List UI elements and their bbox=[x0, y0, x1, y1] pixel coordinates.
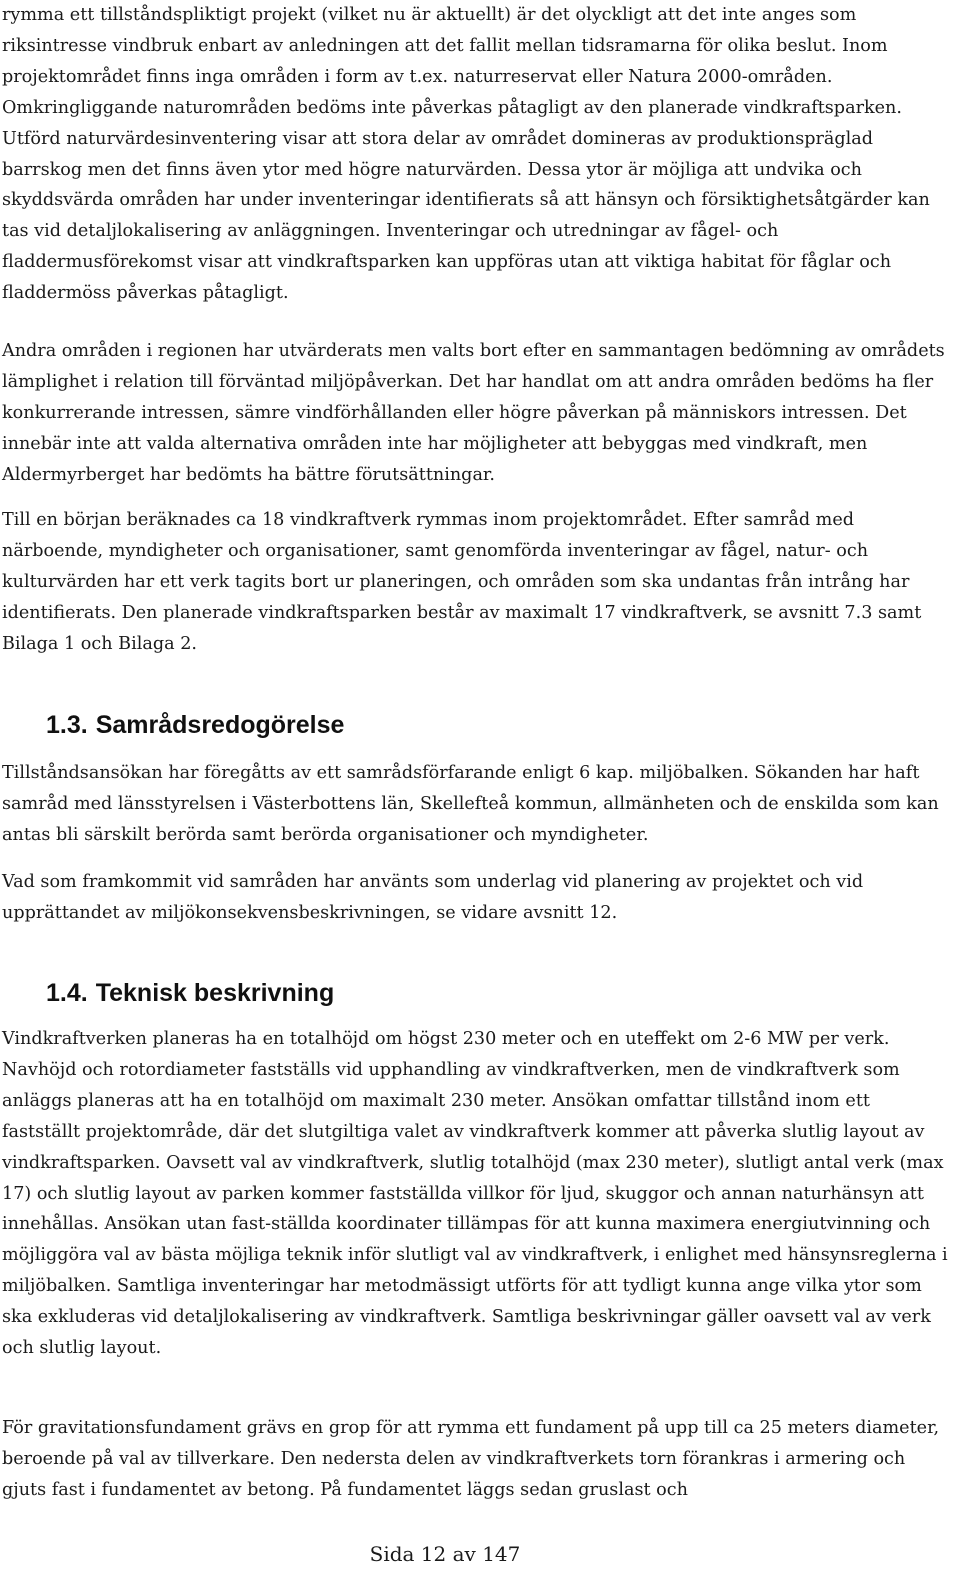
paragraph-technical-description bbox=[2, 1024, 950, 1364]
paragraph-text: rymma ett tillståndspliktigt projekt (vilket nu är aktuellt) är det olyckligt att det inte anges som riksintresse vindbruk enbart av anledningen att det fallit mellan tidsramarna för olika beslut. Inom projektområdet finns inga områden i form av t.ex. naturreservat eller Natura 2000-områden. Omkringliggande naturområden bedöms inte påverkas påtagligt av den planerade vindkraftsparken. Utförd naturvärdesinventering visar att stora delar av området domineras av produktionspräglad barrskog men det finns även ytor med högre naturvärden. Dessa ytor är möjliga att undvika och skyddsvärda områden har under inventeringar identifierats så att hänsyn och försiktighetsåtgärder kan tas vid detaljlokalisering av anläggningen. Inventeringar och utredningar av fågel- och fladdermusförekomst visar att vindkraftsparken kan uppföras utan att viktiga habitat för fåglar och fladdermöss påverkas påtagligt. bbox=[2, 5, 930, 304]
section-title: Teknisk beskrivning bbox=[95, 979, 335, 1007]
section-number: 1.4. bbox=[46, 979, 88, 1007]
paragraph-consultation bbox=[2, 758, 950, 851]
section-number: 1.3. bbox=[46, 711, 88, 739]
paragraph-alternatives bbox=[2, 336, 950, 491]
section-title: Samrådsredogörelse bbox=[95, 711, 345, 739]
paragraph-text: Vindkraftverken planeras ha en totalhöjd om högst 230 meter och en uteffekt om 2-6 MW per verk. Navhöjd och rotordiameter fastställs vid upphandling av vindkraftverken, men de vindkraftverk som anläggs planeras att ha en totalhöjd om maximalt 230 meter. Ansökan omfattar tillstånd inom ett fastställt projektområde, där det slutgiltiga valet av vindkraftverk kommer att påverka slutlig layout av vindkraftsparken. Oavsett val av vindkraftverk, slutlig totalhöjd (max 230 meter), slutligt antal verk (max 17) och slutlig layout av parken kommer fastställda villkor för ljud, skuggor och annan naturhänsyn att innehållas. Ansökan utan fast-ställda koordinater tillämpas för att kunna maximera energiutvinning och möjliggöra val av bästa möjliga teknik inför slutligt val av vindkraftverk, i enlighet med hänsynsreglerna i miljöbalken. Samtliga inventeringar har metodmässigt utförts för att tydligt kunna ange vilka ytor som ska exkluderas vid detaljlokalisering av vindkraftverk. Samtliga beskrivningar gäller oavsett val av verk och slutlig layout. bbox=[2, 1029, 948, 1359]
page-number-footer: Sida 12 av 147 bbox=[369, 1542, 521, 1566]
paragraph-text: Tillståndsansökan har föregåtts av ett samrådsförfarande enligt 6 kap. miljöbalken. Sökanden har haft samråd med länsstyrelsen i Västerbottens län, Skellefteå kommun, allmänheten och de enskilda som kan antas bli särskilt berörda samt berörda organisationer och myndigheter. bbox=[2, 763, 939, 845]
paragraph-text: Till en början beräknades ca 18 vindkraftverk rymmas inom projektområdet. Efter samråd med närboende, myndigheter och organisationer, samt genomförda inventeringar av fågel, natur- och kulturvärden har ett verk tagits bort ur planeringen, och områden som ska undantas från intrång har identifierats. Den planerade vindkraftsparken består av maximalt 17 vindkraftverk, se avsnitt 7.3 samt Bilaga 1 och Bilaga 2. bbox=[2, 510, 922, 654]
paragraph-text: Andra områden i regionen har utvärderats men valts bort efter en sammantagen bedömning av områdets lämplighet i relation till förväntad miljöpåverkan. Det har handlat om att andra områden bedöms ha fler konkurrerande intressen, sämre vindförhållanden eller högre påverkan på människors intressen. Det innebär inte att valda alternativa områden inte har möjligheter att bebyggas med vindkraft, men Aldermyrberget har bedömts ha bättre förutsättningar. bbox=[2, 341, 945, 485]
paragraph-foundation bbox=[2, 1413, 950, 1506]
paragraph-text: För gravitationsfundament grävs en grop för att rymma ett fundament på upp till ca 25 meters diameter, beroende på val av tillverkare. Den nedersta delen av vindkraftverkets torn förankras i armering och gjuts fast i fundamentet av betong. På fundamentet läggs sedan gruslast och bbox=[2, 1418, 940, 1500]
section-heading-samrad bbox=[46, 711, 344, 740]
paragraph-consultation-use bbox=[2, 867, 950, 929]
paragraph-turbine-count bbox=[2, 505, 950, 660]
paragraph-project-area bbox=[2, 0, 950, 309]
paragraph-text: Vad som framkommit vid samråden har använts som underlag vid planering av projektet och vid upprättandet av miljökonsekvensbeskrivningen, se vidare avsnitt 12. bbox=[2, 872, 864, 923]
section-heading-technical bbox=[46, 979, 334, 1008]
